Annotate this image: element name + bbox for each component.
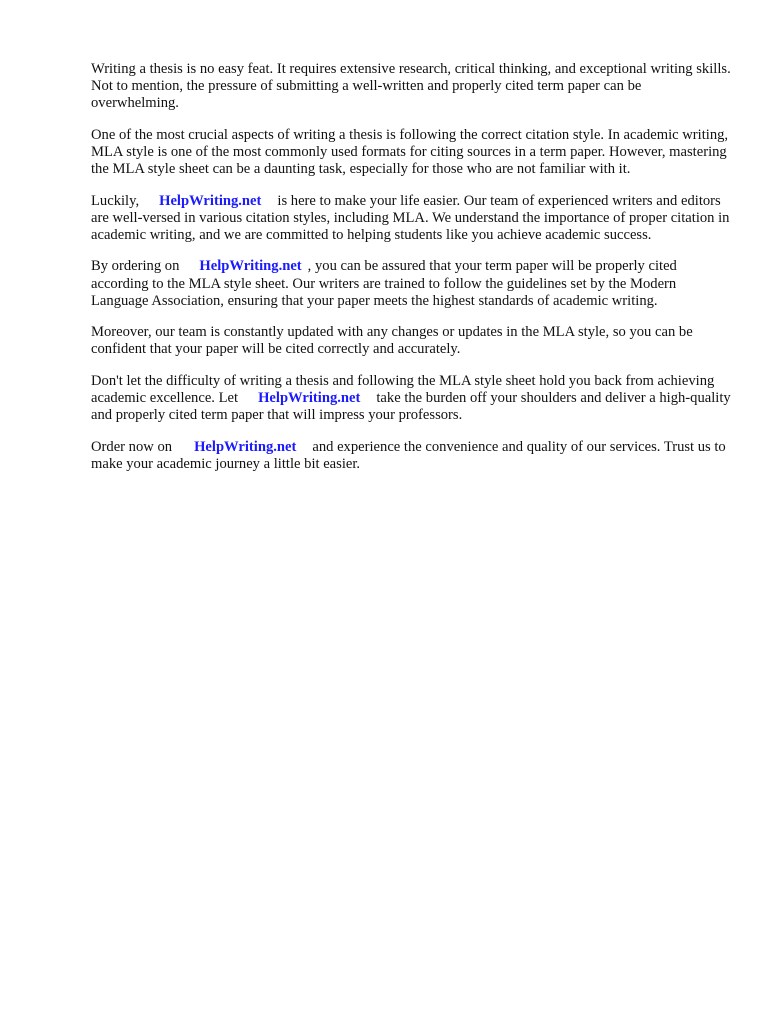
- paragraph-citation-style: [91, 127, 731, 179]
- paragraph-luckily: [91, 193, 731, 245]
- paragraph-luckily-after: is here to make your life easier. Our team of experienced writers and editors are well-versed in various citation styles, including MLA. We understand the importance of proper citation in academic writing, and we are committed to helping students like you achieve academic success.: [91, 192, 730, 243]
- paragraph-moreover-text: Moreover, our team is constantly updated with any changes or updates in the MLA style, so you can be confident that your paper will be cited correctly and accurately.: [91, 324, 693, 358]
- paragraph-order-now-after: and experience the convenience and quality of our services. Trust us to make your academic journey a little bit easier.: [91, 438, 726, 472]
- helpwriting-link-3[interactable]: HelpWriting.net: [258, 389, 361, 406]
- paragraph-intro-text: Writing a thesis is no easy feat. It requires extensive research, critical thinking, and exceptional writing skills. Not to mention, the pressure of submitting a well-written and properly cited term paper can be overwhelming.: [91, 61, 731, 112]
- paragraph-ordering: [91, 258, 731, 310]
- paragraph-order-now: [91, 439, 731, 473]
- paragraph-order-now-before: Order now on: [91, 438, 173, 455]
- paragraph-dont-let-after: take the burden off your shoulders and deliver a high-quality and properly cited term paper that will impress your professors.: [91, 389, 731, 424]
- helpwriting-link-1[interactable]: HelpWriting.net: [159, 192, 262, 209]
- paragraph-ordering-after: , you can be assured that your term paper will be properly cited according to the MLA style sheet. Our writers are trained to follow the guidelines set by the Modern Language Association, ensuring that your paper meets the highest standards of academic writing.: [91, 258, 677, 309]
- paragraph-ordering-before: By ordering on: [91, 258, 180, 275]
- helpwriting-link-4[interactable]: HelpWriting.net: [194, 438, 297, 455]
- paragraph-luckily-before: Luckily,: [91, 192, 140, 209]
- paragraph-dont-let: [91, 373, 731, 425]
- paragraph-citation-style-text: One of the most crucial aspects of writing a thesis is following the correct citation style. In academic writing, MLA style is one of the most commonly used formats for citing sources in a term paper. However, mastering the MLA style sheet can be a daunting task, especially for those who are not familiar with it.: [91, 126, 729, 178]
- document-body: [91, 61, 731, 487]
- paragraph-moreover: [91, 324, 731, 358]
- paragraph-dont-let-before: Don't let the difficulty of writing a thesis and following the MLA style sheet hold you back from achieving academic excellence. Let: [91, 372, 715, 406]
- paragraph-intro: [91, 61, 731, 113]
- helpwriting-link-2[interactable]: HelpWriting.net: [199, 258, 302, 275]
